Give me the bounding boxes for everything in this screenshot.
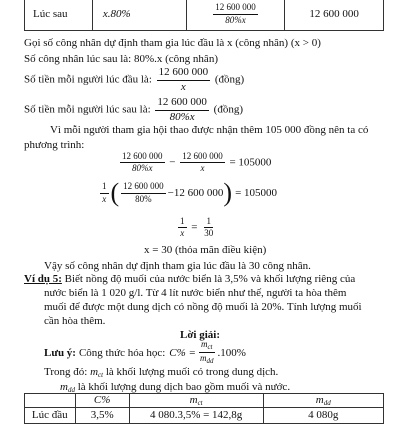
solution-title: Lời giải: [180,329,221,341]
note-line: Lưu ý: Công thức hóa học: C% = $\frac{m_{ct}}{m_{dd}}$ .100% [44,339,246,366]
where-line-1: Trong đó: $m_{ct}$ là khối lượng muối có trong dung dịch. [44,366,279,379]
conclusion: Vậy số công nhân dự định tham gia lúc đầu là 30 công nhân. [44,260,311,272]
paragraph-1: Gọi số công nhân dự định tham gia lúc đầu là x (công nhân) (x > 0) [24,37,321,49]
fraction: $\frac{12 600 000}{x}$ [182,151,223,174]
table-cell: 4 080.3,5% = 142,8g [129,408,263,424]
fraction: $\frac{12 600 000}{80\%}$ [123,181,164,204]
equation-3: $\frac{1}{x}$ = $\frac{1}{30}$ [180,216,214,239]
bottom-table [24,393,384,424]
paragraph-3: Số tiền mỗi người lúc đầu là: $\frac{12 600 000}{x}$ (đồng) [24,66,245,93]
where-line-2: $m_{dd}$ là khối lượng dung dịch bao gồm muối và nước. [60,381,291,394]
right-paren: ) [223,178,233,207]
equation-4: x = 30 (thỏa mãn điều kiện) [144,244,267,256]
equation-1: $\frac{12 600 000}{80\%x}$ − $\frac{12 600 000}{x}$ = 105000 [122,151,272,174]
example-line-4: cần hòa thêm. [44,315,106,327]
paragraph-5-line-1: Vì mỗi người tham gia hội thao được nhận thêm 105 000 đồng nên ta có [50,124,369,136]
table-header-cell: $m_{dd}$ [263,394,383,408]
table-cell: 4 080g [263,408,383,424]
paragraph-2: Số công nhân lúc sau là: 80%.x (công nhân) [24,53,218,65]
paragraph-4: Số tiền mỗi người lúc sau là: $\frac{12 600 000}{80\%x}$ (đồng) [24,96,243,123]
table-row [25,408,384,424]
fraction: $\frac{1}{30}$ [204,216,214,239]
fraction: $\frac{12 600 000}{80\%x}$ [157,96,207,123]
table-cell: 3,5% [75,408,129,424]
fraction: $\frac{12 600 000}{80\%x}$ [215,2,256,25]
table-header-cell: C% [75,394,129,408]
example-line-3: muối để được một dung dịch có nồng độ muối là 20%. Tính lượng muối [44,301,362,313]
table-cell: Lúc đầu [25,408,76,424]
fraction: $\frac{12 600 000}{80\%x}$ [122,151,163,174]
fraction: $\frac{1}{x}$ [180,216,185,239]
table-header-cell: $m_{ct}$ [129,394,263,408]
top-table [24,0,384,31]
example-line-2: nước biển là 1 020 g/l. Từ 4 lít nước biển như thế, người ta hòa thêm [44,287,347,299]
paragraph-5-line-2: phương trình: [24,139,85,151]
left-paren: ( [110,178,120,207]
equation-2: $\frac{1}{x}$ ( $\frac{12 600 000}{80\%}$ −12 600 000 ) = 105000 [102,178,278,207]
table-cell-col2: x.80% [92,0,186,31]
table-row [25,0,384,31]
example-line-1: Ví dụ 5: Biết nồng độ muối của nước biển là 3,5% và khối lượng riêng của [24,273,356,285]
fraction: $\frac{1}{x}$ [102,181,107,204]
table-cell-col3 [186,0,285,31]
table-header-cell [25,394,76,408]
table-cell-col4: 12 600 000 [285,0,384,31]
fraction: $\frac{12 600 000}{x}$ [158,66,209,93]
table-cell-label: Lúc sau [25,0,93,31]
table-header-row [25,394,384,408]
fraction: $\frac{m_{ct}}{m_{dd}}$ [199,339,214,366]
